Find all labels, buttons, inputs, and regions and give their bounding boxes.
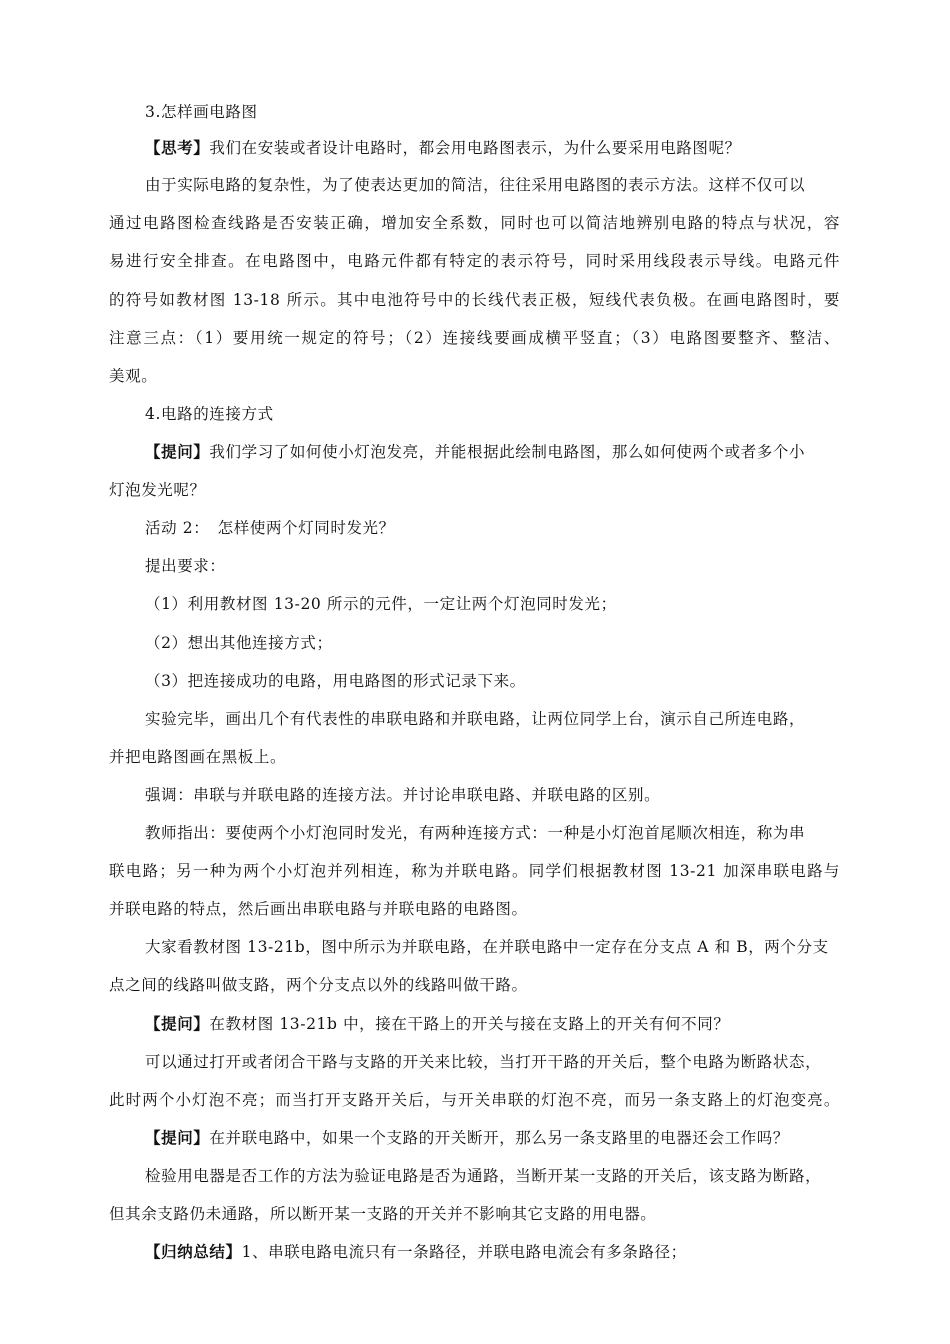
paragraph-line: 注意三点：（1）要用统一规定的符号；（2）连接线要画成横平竖直；（3）电路图要整齐、整洁、	[109, 329, 840, 347]
paragraph-line: 灯泡发光呢？	[109, 481, 206, 499]
paragraph-line: 美观。	[109, 367, 158, 385]
ask-question: 【提问】在教材图 13-21b 中，接在干路上的开关与接在支路上的开关有何不同？	[145, 1014, 730, 1033]
paragraph-line: 此时两个小灯泡不亮；而当打开支路开关后，与开关串联的灯泡不亮，而另一条支路上的灯泡变亮。	[109, 1091, 840, 1109]
paragraph-line: 但其余支路仍未通路，所以断开某一支路的开关并不影响其它支路的用电器。	[109, 1205, 657, 1223]
paragraph-line: 点之间的线路叫做支路，两个分支点以外的线路叫做干路。	[109, 976, 528, 994]
ask-question: 【提问】我们学习了如何使小灯泡发亮，并能根据此绘制电路图，那么如何使两个或者多个小	[145, 442, 806, 461]
paragraph-line: 可以通过打开或者闭合干路与支路的开关来比较，当打开干路的开关后，整个电路为断路状态，	[145, 1053, 822, 1071]
paragraph-line: 大家看教材图 13-21b，图中所示为并联电路，在并联电路中一定存在分支点 A 和 B，两个分支	[145, 938, 829, 956]
requirement-item: （3）把连接成功的电路，用电路图的形式记录下来。	[145, 672, 526, 690]
ask-tag: 【提问】	[145, 442, 210, 461]
paragraph-line: 易进行安全排查。在电路图中，电路元件都有特定的表示符号，同时采用线段表示导线。电路元件	[109, 252, 840, 270]
think-tag: 【思考】	[145, 138, 210, 157]
ask-tag: 【提问】	[145, 1128, 210, 1147]
emphasis-line: 强调：串联与并联电路的连接方法。并讨论串联电路、并联电路的区别。	[145, 786, 661, 804]
paragraph-line: 联电路；另一种为两个小灯泡并列相连，称为并联电路。同学们根据教材图 13-21 加深串联电路与	[109, 862, 840, 880]
paragraph-line: 并把电路图画在黑板上。	[109, 748, 287, 766]
paragraph-line: 实验完毕，画出几个有代表性的串联电路和并联电路，让两位同学上台，演示自己所连电路，	[145, 710, 806, 728]
requirement-item: （2）想出其他连接方式；	[145, 634, 333, 652]
summary-line: 【归纳总结】1、串联电路电流只有一条路径，并联电路电流会有多条路径；	[145, 1242, 687, 1261]
section-heading-3: 3.怎样画电路图	[145, 103, 258, 121]
paragraph-line: 检验用电器是否工作的方法为验证电路是否为通路，当断开某一支路的开关后，该支路为断路，	[145, 1167, 822, 1185]
ask-question: 【提问】在并联电路中，如果一个支路的开关断开，那么另一条支路里的电器还会工作吗？	[145, 1128, 790, 1147]
section-heading-4: 4.电路的连接方式	[145, 405, 274, 423]
activity-title: 活动 2： 怎样使两个灯同时发光？	[145, 519, 395, 537]
ask-tag: 【提问】	[145, 1014, 210, 1033]
paragraph-line: 通过电路图检查线路是否安装正确，增加安全系数，同时也可以简洁地辨别电路的特点与状况，容	[109, 214, 840, 232]
requirement-item: （1）利用教材图 13-20 所示的元件，一定让两个灯泡同时发光；	[145, 595, 617, 613]
think-question: 【思考】我们在安装或者设计电路时，都会用电路图表示，为什么要采用电路图呢？	[145, 138, 741, 157]
summary-tag: 【归纳总结】	[145, 1242, 242, 1261]
paragraph-line: 并联电路的特点，然后画出串联电路与并联电路的电路图。	[109, 900, 528, 918]
paragraph-line: 的符号如教材图 13-18 所示。其中电池符号中的长线代表正极，短线代表负极。在画电路图时，要	[109, 291, 840, 309]
paragraph-line: 由于实际电路的复杂性，为了使表达更加的简洁，往往采用电路图的表示方法。这样不仅可以	[145, 176, 806, 194]
paragraph-line: 教师指出：要使两个小灯泡同时发光，有两种连接方式：一种是小灯泡首尾顺次相连，称为串	[145, 824, 806, 842]
requirements-label: 提出要求：	[145, 557, 226, 575]
